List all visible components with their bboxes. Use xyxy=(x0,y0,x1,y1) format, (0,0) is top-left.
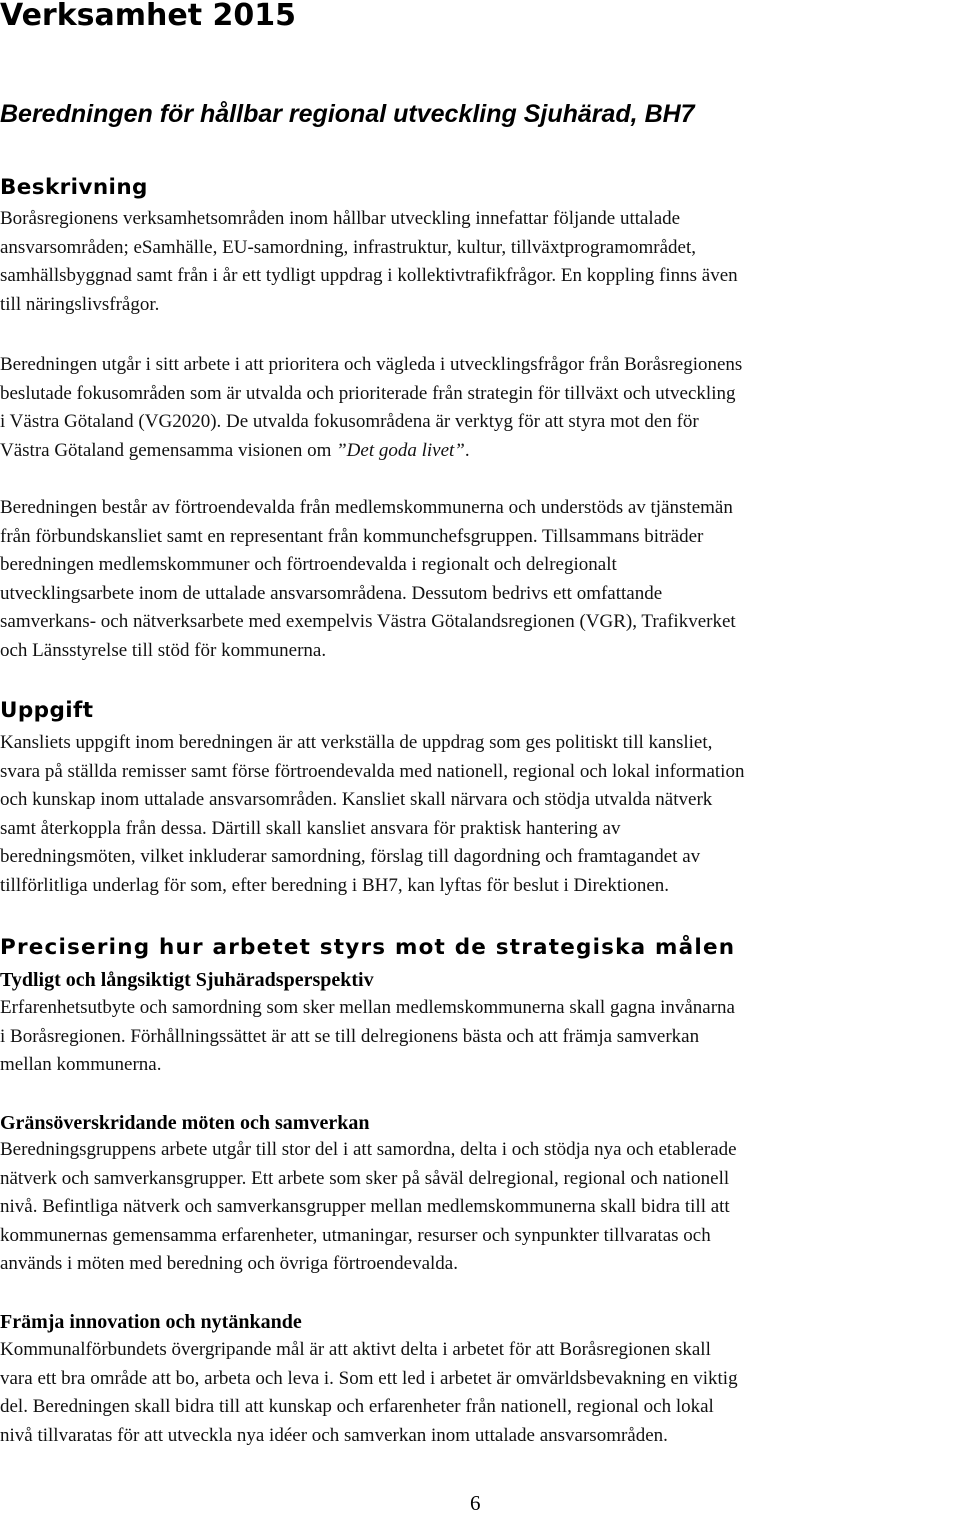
text-line: till näringslivsfrågor. xyxy=(0,293,160,315)
text-line: beredningsmöten, vilket inkluderar samordning, förslag till dagordning och framtagandet av xyxy=(0,846,701,868)
text-line: nivå tillvaratas för att utveckla nya idéer och samverkan inom uttalade ansvarsområden. xyxy=(0,1424,668,1446)
subheading-gransoverskridande: Gränsöverskridande möten och samverkan xyxy=(0,1112,370,1134)
paragraph-uppgift xyxy=(0,729,744,901)
text-line: svara på ställda remisser samt förse förtroendevalda med nationell, regional och lokal information xyxy=(0,760,745,782)
page-title: Verksamhet 2015 xyxy=(0,0,297,33)
text-line: och Länsstyrelse till stöd för kommunerna. xyxy=(0,639,327,661)
paragraph-beskrivning-3 xyxy=(0,494,736,666)
text-line: Erfarenhetsutbyte och samordning som sker mellan medlemskommunerna skall gagna invånarna xyxy=(0,997,735,1018)
text-line: används i möten med beredning och övriga förtroendevalda. xyxy=(0,1253,458,1275)
paragraph-innovation xyxy=(0,1336,738,1450)
text-line: i Boråsregionen. Förhållningssättet är att se till delregionens bästa och att främja samverkan xyxy=(0,1025,700,1047)
text-line: från förbundskansliet samt en representant från kommunchefsgruppen. Tillsammans biträder xyxy=(0,525,704,547)
text-line xyxy=(0,437,742,466)
quoted-vision: ”Det goda livet” xyxy=(336,439,465,461)
text-line: beredningen medlemskommuner och förtroendevalda i regionalt och delregionalt xyxy=(0,554,617,576)
text-line: beslutade fokusområden som är utvalda och prioriterade från strategin för tillväxt och utveckling xyxy=(0,382,736,404)
paragraph-sjuharadsperspektiv xyxy=(0,994,735,1080)
text-line: Kansliets uppgift inom beredningen är att verkställa de uppdrag som ges politiskt till kansliet, xyxy=(0,732,713,753)
text-line: Beredningen består av förtroendevalda från medlemskommunerna och understöds av tjänstemän xyxy=(0,497,733,518)
text-line: Beredningsgruppens arbete utgår till stor del i att samordna, delta i och stödja nya och etablerade xyxy=(0,1139,737,1160)
text-segment: Västra Götaland gemensamma visionen om xyxy=(0,439,337,461)
text-line: samt återkoppla från dessa. Därtill skall kansliet ansvara för praktisk hantering av xyxy=(0,817,621,839)
text-line: ansvarsområden; eSamhälle, EU-samordning, infrastruktur, kultur, tillväxtprogramområdet, xyxy=(0,236,697,258)
text-line: del. Beredningen skall bidra till att kunskap och erfarenheter från nationell, regional och lokal xyxy=(0,1396,714,1418)
paragraph-beskrivning-1 xyxy=(0,205,738,319)
text-line: nätverk och samverkansgrupper. Ett arbete som sker på såväl delregional, regional och nationell xyxy=(0,1167,730,1189)
text-line: i Västra Götaland (VG2020). De utvalda fokusområdena är verktyg för att styra mot den för xyxy=(0,411,699,433)
section-heading-uppgift: Uppgift xyxy=(0,698,94,723)
text-line: samverkans- och nätverksarbete med exempelvis Västra Götalandsregionen (VGR), Trafikverket xyxy=(0,611,736,633)
section-heading-precisering: Precisering hur arbetet styrs mot de strategiska målen xyxy=(0,935,736,960)
text-line: utvecklingsarbete inom de uttalade ansvarsområdena. Dessutom bedrivs ett omfattande xyxy=(0,582,663,604)
text-line: och kunskap inom uttalade ansvarsområden. Kansliet skall närvara och stödja utvalda nätverk xyxy=(0,789,713,811)
text-line: Beredningen utgår i sitt arbete i att prioritera och vägleda i utvecklingsfrågor från Boråsregionens xyxy=(0,354,743,375)
subheading-innovation: Främja innovation och nytänkande xyxy=(0,1311,302,1333)
text-segment: . xyxy=(464,439,470,461)
page-number: 6 xyxy=(470,1491,481,1515)
paragraph-beskrivning-2 xyxy=(0,351,742,465)
text-line: vara ett bra område att bo, arbeta och leva i. Som ett led i arbetet är omvärldsbevakning en viktig xyxy=(0,1367,738,1389)
text-line: nivå. Befintliga nätverk och samverkansgrupper mellan medlemskommunerna skall bidra till att xyxy=(0,1196,730,1218)
text-line: mellan kommunerna. xyxy=(0,1054,162,1076)
text-line: tillförlitliga underlag för som, efter beredning i BH7, kan lyftas för beslut i Direktionen. xyxy=(0,874,670,896)
text-line: samhällsbyggnad samt från i år ett tydligt uppdrag i kollektivtrafikfrågor. En koppling finns även xyxy=(0,265,738,287)
section-heading-beskrivning: Beskrivning xyxy=(0,175,148,200)
text-line: Kommunalförbundets övergripande mål är att aktivt delta i arbetet för att Boråsregionen skall xyxy=(0,1339,711,1360)
text-line: Boråsregionens verksamhetsområden inom hållbar utveckling innefattar följande uttalade xyxy=(0,208,681,229)
document-subtitle: Beredningen för hållbar regional utveckling Sjuhärad, BH7 xyxy=(0,100,695,128)
subheading-sjuharadsperspektiv: Tydligt och långsiktigt Sjuhäradsperspektiv xyxy=(0,969,374,991)
paragraph-gransoverskridande xyxy=(0,1136,737,1279)
text-line: kommunernas gemensamma erfarenheter, utmaningar, resurser och synpunkter tillvaratas och xyxy=(0,1224,711,1246)
